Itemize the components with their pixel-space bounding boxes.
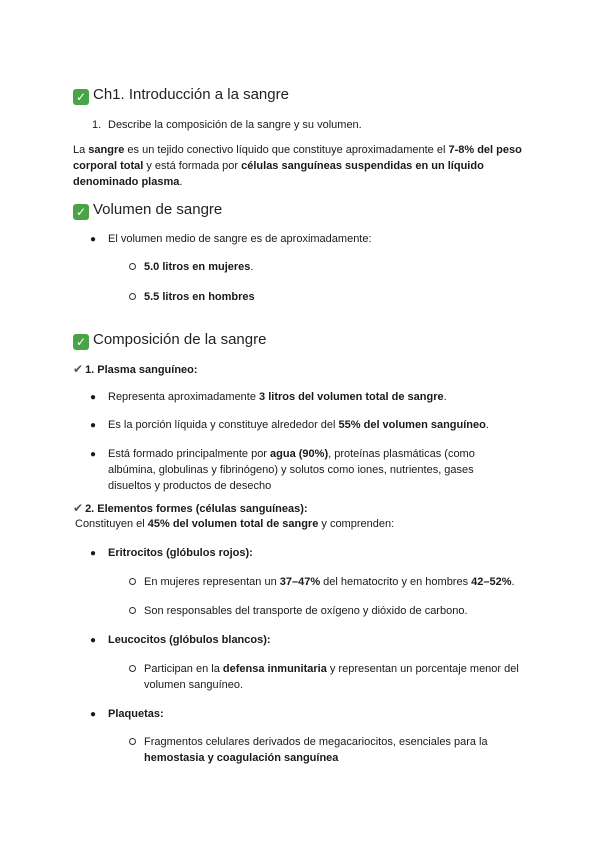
plasma-item-2: Es la porción líquida y constituye alrededor del 55% del volumen sanguíneo. xyxy=(108,419,489,431)
plasma-item-1: Representa aproximadamente 3 litros del volumen total de sangre. xyxy=(108,391,447,403)
bullet-icon: ● xyxy=(90,709,97,720)
bullet-icon: ● xyxy=(90,392,97,403)
eritrocitos-item-2: Son responsables del transporte de oxígeno y dióxido de carbono. xyxy=(144,605,468,617)
volumen-mujeres: 5.0 litros en mujeres. xyxy=(144,261,254,273)
bullet-icon: ● xyxy=(90,420,97,431)
plaquetas-title: Plaquetas: xyxy=(108,708,164,720)
bullet-icon: ● xyxy=(90,234,97,245)
elementos-subtitle: Constituyen el 45% del volumen total de sangre y comprenden: xyxy=(75,518,395,530)
circle-bullet-icon xyxy=(129,578,136,585)
heading-intro: ✓ Ch1. Introducción a la sangre xyxy=(73,85,289,105)
intro-paragraph: La sangre es un tejido conectivo líquido que constituye aproximadamente el 7-8% del peso corporal total y está formada por células sanguíneas suspendidas en un líquido denominado plasma. xyxy=(73,144,522,188)
heading-volumen: ✓ Volumen de sangre xyxy=(73,200,222,220)
bullet-icon: ● xyxy=(90,548,97,559)
checkmark-icon: ✔ xyxy=(73,362,84,376)
circle-bullet-icon xyxy=(129,263,136,270)
check-icon: ✓ xyxy=(73,334,89,350)
heading-composicion: ✓ Composición de la sangre xyxy=(73,330,266,350)
volumen-hombres: 5.5 litros en hombres xyxy=(144,291,255,303)
leucocitos-title: Leucocitos (glóbulos blancos): xyxy=(108,634,271,646)
eritrocitos-item-1: En mujeres representan un 37–47% del hematocrito y en hombres 42–52%. xyxy=(144,576,515,588)
volumen-intro: El volumen medio de sangre es de aproximadamente: xyxy=(108,233,372,245)
list-number: 1. xyxy=(92,119,102,131)
checkmark-icon: ✔ xyxy=(73,501,84,515)
leucocitos-item-1: Participan en la defensa inmunitaria y representan un porcentaje menor del volumen sanguíneo. xyxy=(144,663,519,691)
list-item: Describe la composición de la sangre y su volumen. xyxy=(108,119,362,131)
circle-bullet-icon xyxy=(129,293,136,300)
check-icon: ✓ xyxy=(73,204,89,220)
bullet-icon: ● xyxy=(90,449,97,460)
eritrocitos-title: Eritrocitos (glóbulos rojos): xyxy=(108,547,253,559)
bullet-icon: ● xyxy=(90,635,97,646)
check-icon: ✓ xyxy=(73,89,89,105)
plaquetas-item-1: Fragmentos celulares derivados de megacariocitos, esenciales para la hemostasia y coagulación sanguínea xyxy=(144,736,488,764)
plasma-item-3: Está formado principalmente por agua (90%), proteínas plasmáticas (como albúmina, globulinas y fibrinógeno) y solutos como iones, nutrientes, gases disueltos y productos de desecho xyxy=(108,448,475,492)
circle-bullet-icon xyxy=(129,607,136,614)
circle-bullet-icon xyxy=(129,665,136,672)
plasma-title: ✔ 1. Plasma sanguíneo: xyxy=(73,362,198,376)
circle-bullet-icon xyxy=(129,738,136,745)
elementos-title: ✔ 2. Elementos formes (células sanguíneas): xyxy=(73,501,308,515)
